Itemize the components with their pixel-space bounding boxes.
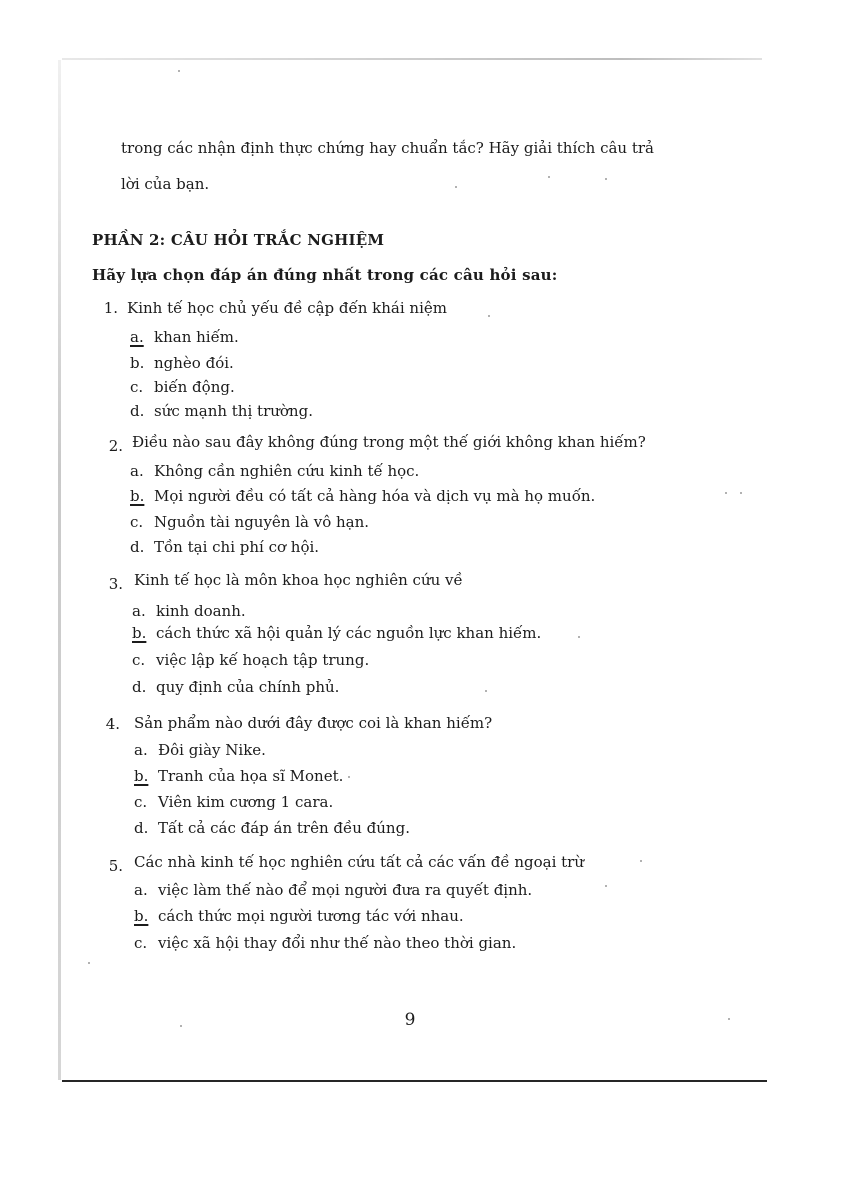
scan-speck: [348, 776, 350, 778]
option-letter: d.: [130, 538, 145, 556]
option-text: việc làm thế nào để mọi người đưa ra quyết định.: [158, 881, 533, 899]
option-letter: a.: [134, 741, 148, 759]
scan-speck: [485, 690, 487, 692]
page-number: 9: [404, 1010, 416, 1030]
intro-line-2: lời của bạn.: [121, 175, 210, 193]
scan-speck: [640, 860, 642, 862]
option-text: Tồn tại chi phí cơ hội.: [154, 538, 320, 556]
option-text: Không cần nghiên cứu kinh tế học.: [154, 462, 420, 480]
scan-speck: [178, 70, 180, 72]
answer-option: [132, 677, 339, 697]
option-letter: c.: [134, 934, 148, 952]
answer-option: [130, 461, 419, 481]
answer-option: [130, 486, 595, 506]
question-number: 2.: [108, 437, 123, 455]
answer-option: [134, 818, 410, 838]
option-letter: b.: [130, 354, 145, 372]
scan-speck: [88, 962, 90, 964]
scan-speck: [740, 492, 742, 494]
option-letter: d.: [130, 402, 145, 420]
option-letter: d.: [134, 819, 149, 837]
option-text: Tranh của họa sĩ Monet.: [158, 767, 344, 785]
scan-speck: [548, 176, 550, 178]
answer-option: [132, 650, 369, 670]
option-text: Nguồn tài nguyên là vô hạn.: [154, 513, 370, 531]
question-number: 1.: [103, 299, 118, 317]
answer-option: [130, 401, 313, 421]
option-letter: b.: [134, 907, 149, 925]
option-letter: b.: [130, 487, 145, 505]
answer-option: [130, 353, 234, 373]
answer-option: [134, 880, 532, 900]
option-letter: d.: [132, 678, 147, 696]
answer-option: [130, 537, 319, 557]
scan-edge-bottom: [62, 1080, 767, 1082]
scan-speck: [455, 186, 457, 188]
answer-option: [132, 601, 246, 621]
option-letter: a.: [130, 328, 144, 346]
option-letter: a.: [130, 462, 144, 480]
option-text: Tất cả các đáp án trên đều đúng.: [158, 819, 410, 837]
option-text: kinh doanh.: [156, 602, 246, 620]
option-text: sức mạnh thị trường.: [154, 402, 313, 420]
option-text: Viên kim cương 1 cara.: [158, 793, 334, 811]
option-letter: a.: [134, 881, 148, 899]
option-text: nghèo đói.: [154, 354, 234, 372]
section-instruction: Hãy lựa chọn đáp án đúng nhất trong các câu hỏi sau:: [92, 266, 558, 284]
option-letter: b.: [134, 767, 149, 785]
question-text: Kinh tế học chủ yếu đề cập đến khái niệm: [127, 299, 447, 317]
scan-speck: [605, 178, 607, 180]
scan-speck: [488, 315, 490, 317]
question-number: 5.: [108, 857, 123, 875]
scan-speck: [180, 1025, 182, 1027]
option-letter: c.: [134, 793, 148, 811]
answer-option: [134, 792, 333, 812]
scan-edge-top: [62, 58, 762, 60]
scan-edge-left: [58, 60, 61, 1080]
answer-option: [134, 906, 464, 926]
answer-option: [134, 740, 266, 760]
answer-option: [130, 327, 239, 347]
scan-speck: [605, 885, 607, 887]
answer-option: [134, 933, 516, 953]
option-letter: b.: [132, 624, 147, 642]
question-text: Kinh tế học là môn khoa học nghiên cứu về: [134, 571, 463, 589]
scan-speck: [725, 492, 727, 494]
option-text: việc xã hội thay đổi như thế nào theo thời gian.: [158, 934, 517, 952]
question-text: Sản phẩm nào dưới đây được coi là khan hiếm?: [134, 714, 493, 732]
question-text: Điều nào sau đây không đúng trong một thế giới không khan hiếm?: [132, 433, 646, 451]
option-text: Mọi người đều có tất cả hàng hóa và dịch vụ mà họ muốn.: [154, 487, 596, 505]
scan-speck: [578, 636, 580, 638]
option-letter: c.: [130, 513, 144, 531]
option-text: khan hiếm.: [154, 328, 239, 346]
intro-line-1: trong các nhận định thực chứng hay chuẩn tắc? Hãy giải thích câu trả: [121, 139, 654, 157]
answer-option: [130, 512, 369, 532]
answer-option: [130, 377, 235, 397]
answer-option: [134, 766, 343, 786]
option-text: việc lập kế hoạch tập trung.: [156, 651, 370, 669]
answer-option: [132, 623, 541, 643]
question-number: 4.: [105, 715, 120, 733]
question-number: 3.: [108, 575, 123, 593]
option-text: Đôi giày Nike.: [158, 741, 266, 759]
option-text: quy định của chính phủ.: [156, 678, 340, 696]
option-text: cách thức xã hội quản lý các nguồn lực khan hiếm.: [156, 624, 542, 642]
section-title: PHẦN 2: CÂU HỎI TRẮC NGHIỆM: [92, 231, 385, 249]
option-letter: c.: [132, 651, 146, 669]
question-text: Các nhà kinh tế học nghiên cứu tất cả các vấn đề ngoại trừ: [134, 853, 584, 871]
option-text: cách thức mọi người tương tác với nhau.: [158, 907, 464, 925]
option-letter: c.: [130, 378, 144, 396]
option-letter: a.: [132, 602, 146, 620]
option-text: biến động.: [154, 378, 235, 396]
scan-speck: [728, 1018, 730, 1020]
